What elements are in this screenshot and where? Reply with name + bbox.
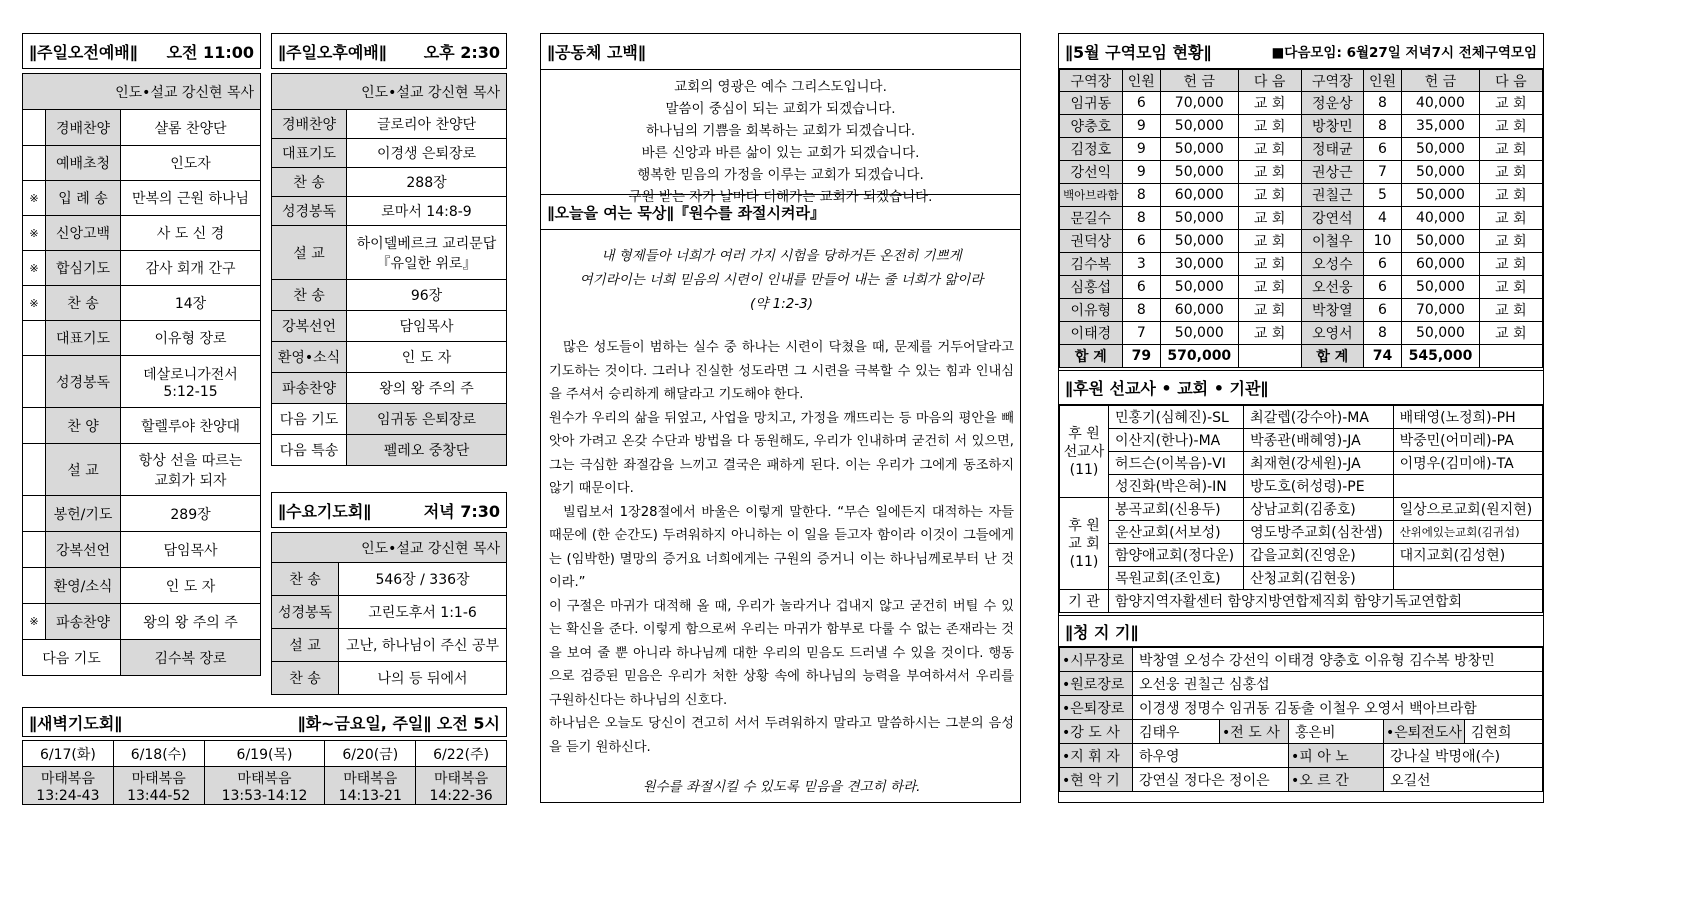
wednesday-table xyxy=(271,532,507,695)
afternoon-row-label: 대표기도 xyxy=(272,139,347,168)
confession-title: ∥공동체 고백∥ xyxy=(541,34,1020,70)
officer-label: •은퇴장로 xyxy=(1060,696,1133,720)
support-title: ∥후원 선교사 • 교회 • 기관∥ xyxy=(1059,370,1543,405)
afternoon-row-value: 인 도 자 xyxy=(347,342,507,373)
afternoon-row-label: 찬 송 xyxy=(272,280,347,311)
dawn-reading: 마태복음 13:44-52 xyxy=(113,767,204,805)
officer-label: •현 악 기 xyxy=(1060,768,1133,792)
morning-row-label: 봉헌/기도 xyxy=(46,496,121,532)
wednesday-row-label: 성경봉독 xyxy=(272,596,339,629)
district-row: 임귀동 6 70,000 교 회 정운상 8 40,000 교 회 xyxy=(1060,92,1543,115)
wednesday-row-value: 고난, 하나님이 주신 공부 xyxy=(339,629,507,662)
wednesday-row-value: 고린도후서 1:1-6 xyxy=(339,596,507,629)
district-row: 이유형 8 60,000 교 회 박창열 6 70,000 교 회 xyxy=(1060,299,1543,322)
church-name: 봉곡교회(신용두) xyxy=(1109,498,1244,521)
confession-line: 행복한 믿음의 가정을 이루는 교회가 되겠습니다. xyxy=(637,167,924,183)
officer-label: •은퇴전도사 xyxy=(1384,720,1465,744)
officer-label: •원로장로 xyxy=(1060,672,1133,696)
district-row: 김정호 9 50,000 교 회 정태균 6 50,000 교 회 xyxy=(1060,138,1543,161)
district-row: 이태경 7 50,000 교 회 오영서 8 50,000 교 회 xyxy=(1060,322,1543,345)
district-row: 문길수 8 50,000 교 회 강연석 4 40,000 교 회 xyxy=(1060,207,1543,230)
afternoon-row-value: 이경생 은퇴장로 xyxy=(347,139,507,168)
afternoon-row-label: 다음 기도 xyxy=(272,404,347,435)
missionary-name: 최갈렙(강수아)-MA xyxy=(1244,406,1393,429)
district-row: 김수복 3 30,000 교 회 오성수 6 60,000 교 회 xyxy=(1060,253,1543,276)
morning-row-value: 감사 회개 간구 xyxy=(121,251,261,286)
dawn-reading: 마태복음 13:24-43 xyxy=(23,767,114,805)
morning-row-label: 설 교 xyxy=(46,444,121,496)
afternoon-worship-table xyxy=(271,73,507,466)
afternoon-row-value: 하이델베르크 교리문답 『유일한 위로』 xyxy=(347,226,507,280)
meditation-verse-ref: (약 1:2-3) xyxy=(749,296,814,312)
morning-next-value: 김수복 장로 xyxy=(121,640,261,676)
officer-label: •시무장로 xyxy=(1060,648,1133,672)
morning-row-value: 데살로니가전서 5:12-15 xyxy=(121,356,261,408)
meditation-paragraph: 이 구절은 마귀가 대적해 올 때, 우리가 놀라거나 겁내지 않고 굳건히 버틸 수 있는 확신을 준다. 이렇게 함으로써 우리는 마귀가 함부로 다룰 수 없는 존재라는 것을 보여 줄 뿐 아니라 하나님께 대한 우리의 믿음도 드러낼 수 있을 것이다. 행동으로 검증된 믿음은 우리가 처한 상황 속에 하나님의 능력을 부여하셔서 우리를 구원하신다는 하나님의 신호다. xyxy=(549,598,1014,708)
confession-body xyxy=(541,70,1020,205)
missionary-name: 박종관(배혜영)-JA xyxy=(1244,429,1393,452)
morning-row-value: 인 도 자 xyxy=(121,568,261,604)
meditation-paragraph: 원수가 우리의 삶을 뒤엎고, 사업을 망치고, 가정을 깨뜨리는 등 마음의 평안을 빼앗아 가려고 온갖 수단과 방법을 다 동원해도, 우리가 인내하며 굳건히 서 있으면, 그는 극심한 좌절감을 느끼고 결국은 패하게 된다. 이는 우리가 그에게 동조하지 않기 때문이다. xyxy=(549,410,1014,496)
dawn-reading: 마태복음 14:13-21 xyxy=(325,767,416,805)
afternoon-row-label: 파송찬양 xyxy=(272,373,347,404)
dawn-date: 6/18(수) xyxy=(113,741,204,767)
afternoon-row-label: 강복선언 xyxy=(272,311,347,342)
afternoon-row-value: 펠레오 중창단 xyxy=(347,435,507,466)
morning-worship-title: ∥주일오전예배∥ xyxy=(29,42,138,62)
confession-line: 하나님의 기쁨을 회복하는 교회가 되겠습니다. xyxy=(645,123,916,139)
morning-row-value: 289장 xyxy=(121,496,261,532)
confession-line: 구원 받는 자가 날마다 더해가는 교회가 되겠습니다. xyxy=(628,189,933,205)
officer-names: 김현희 xyxy=(1464,720,1542,744)
morning-row-label: 합심기도 xyxy=(46,251,121,286)
morning-row-value: 14장 xyxy=(121,286,261,321)
church-name: 운산교회(서보성) xyxy=(1109,521,1244,544)
church-name: 상남교회(김종호) xyxy=(1244,498,1393,521)
meditation-paragraph: 하나님은 오늘도 당신이 견고히 서서 두려워하지 말라고 말씀하시는 그분의 음성을 듣기 원하신다. xyxy=(549,716,1014,755)
officer-names: 강연실 정다은 정이은 xyxy=(1133,768,1289,792)
dawn-date: 6/20(금) xyxy=(325,741,416,767)
missionary-name: 이산지(한나)-MA xyxy=(1109,429,1244,452)
morning-row-label: 신앙고백 xyxy=(46,216,121,251)
officer-label: •전 도 사 xyxy=(1220,720,1289,744)
org-list: 함양지역자활센터 함양지방연합제직회 함양기독교연합회 xyxy=(1109,590,1543,613)
missionary-name: 배태영(노정희)-PH xyxy=(1393,406,1542,429)
church-name: 일상으로교회(원지현) xyxy=(1393,498,1542,521)
officer-names: 오선웅 권칠근 심홍섭 xyxy=(1133,672,1543,696)
missionary-name: 허드슨(이복음)-VI xyxy=(1109,452,1244,475)
morning-row-value: 이유형 장로 xyxy=(121,321,261,356)
morning-row-label: 파송찬양 xyxy=(46,604,121,640)
morning-row-label: 찬 송 xyxy=(46,286,121,321)
wednesday-row-value: 546장 / 336장 xyxy=(339,563,507,596)
church-name: 산위에있는교회(김귀섭) xyxy=(1393,521,1542,544)
district-row: 강선익 9 50,000 교 회 권상근 7 50,000 교 회 xyxy=(1060,161,1543,184)
afternoon-preacher: 인도•설교 강신현 목사 xyxy=(272,74,507,110)
missionary-name xyxy=(1393,475,1542,498)
afternoon-row-label: 경배찬양 xyxy=(272,110,347,139)
missionary-label: 후 원 선교사 (11) xyxy=(1060,406,1109,498)
wednesday-row-label: 찬 송 xyxy=(272,563,339,596)
right-column xyxy=(1058,33,1544,803)
morning-row-value: 항상 선을 따르는 교회가 되자 xyxy=(121,444,261,496)
dawn-reading: 마태복음 14:22-36 xyxy=(416,767,507,805)
afternoon-row-value: 96장 xyxy=(347,280,507,311)
dawn-date: 6/17(화) xyxy=(23,741,114,767)
officer-names: 박창열 오성수 강선익 이태경 양충호 이유형 김수복 방창민 xyxy=(1133,648,1543,672)
officers-title: ∥청 지 기∥ xyxy=(1059,615,1543,647)
wednesday-prayer-section xyxy=(271,492,507,695)
morning-worship-table: 인도•설교 강신현 목사 경배찬양 샬롬 찬양단 예배초청 인도자 ※ 입 례 송 만복의 근원 하나님 ※ 신앙고백 사 도 신 경 ※ 합심기도 감사 회개 간구 ※ 찬 송 14장 대표기도 이유형 장로 성경봉독 데살로니가전서 5:12-15 찬 양 할렐루야 찬양대 설 교 항상 선을 따르는 교회가 되자 봉헌/기도 289장 강복선언 담임목사 환영/소식 인 도 자 ※ 파송찬양 왕의 왕 주의 주 다음 기도 김수복 장로 xyxy=(22,73,261,676)
dawn-reading: 마태복음 13:53-14:12 xyxy=(204,767,325,805)
morning-worship-time: 오전 11:00 xyxy=(166,42,254,62)
wednesday-row-label: 설 교 xyxy=(272,629,339,662)
afternoon-row-label: 환영•소식 xyxy=(272,342,347,373)
missionary-name: 방도호(허성령)-PE xyxy=(1244,475,1393,498)
dawn-date: 6/22(주) xyxy=(416,741,507,767)
district-row: 양충호 9 50,000 교 회 방창민 8 35,000 교 회 xyxy=(1060,115,1543,138)
officer-label: •강 도 사 xyxy=(1060,720,1133,744)
morning-row-label: 환영/소식 xyxy=(46,568,121,604)
church-name: 갑을교회(진영운) xyxy=(1244,544,1393,567)
afternoon-row-value: 글로리아 찬양단 xyxy=(347,110,507,139)
support-table xyxy=(1059,405,1543,613)
morning-next-label: 다음 기도 xyxy=(23,640,121,676)
confession-line: 교회의 영광은 예수 그리스도입니다. xyxy=(674,79,887,95)
officer-label: •피 아 노 xyxy=(1289,744,1384,768)
district-row: 권덕상 6 50,000 교 회 이철우 10 50,000 교 회 xyxy=(1060,230,1543,253)
dawn-schedule: ∥화~금요일, 주일∥ 오전 5시 xyxy=(297,713,500,733)
wednesday-preacher: 인도•설교 강신현 목사 xyxy=(272,533,507,563)
wednesday-row-label: 찬 송 xyxy=(272,662,339,695)
morning-worship-header xyxy=(22,33,261,69)
morning-row-label: 찬 양 xyxy=(46,408,121,444)
church-name: 함양애교회(정다운) xyxy=(1109,544,1244,567)
missionary-name: 박중민(어미레)-PA xyxy=(1393,429,1542,452)
morning-row-value: 만복의 근원 하나님 xyxy=(121,181,261,216)
districts-title: ∥5월 구역모임 현황∥ xyxy=(1065,42,1212,62)
church-name xyxy=(1393,567,1542,590)
afternoon-row-label: 성경봉독 xyxy=(272,197,347,226)
morning-row-label: 입 례 송 xyxy=(46,181,121,216)
meditation-body xyxy=(541,230,1020,799)
morning-row-label: 대표기도 xyxy=(46,321,121,356)
middle-column xyxy=(540,33,1021,803)
officers-table xyxy=(1059,647,1543,792)
morning-row-label: 예배초청 xyxy=(46,146,121,181)
districts-header xyxy=(1059,34,1543,69)
morning-worship-section xyxy=(22,33,261,676)
morning-row-value: 샬롬 찬양단 xyxy=(121,110,261,146)
morning-row-value: 사 도 신 경 xyxy=(121,216,261,251)
dawn-prayer-section xyxy=(22,707,507,805)
morning-row-value: 인도자 xyxy=(121,146,261,181)
morning-row-value: 담임목사 xyxy=(121,532,261,568)
church-name: 산청교회(김현웅) xyxy=(1244,567,1393,590)
afternoon-row-value: 담임목사 xyxy=(347,311,507,342)
afternoon-row-value: 로마서 14:8-9 xyxy=(347,197,507,226)
wednesday-header xyxy=(271,492,507,528)
org-label: 기 관 xyxy=(1060,590,1109,613)
dawn-table xyxy=(22,740,507,805)
district-total-row: 합 계 79 570,000 합 계 74 545,000 xyxy=(1060,345,1543,368)
morning-row-label: 성경봉독 xyxy=(46,356,121,408)
meditation-paragraph: 많은 성도들이 범하는 실수 중 하나는 시련이 닥쳤을 때, 문제를 거두어달라고 기도하는 것이다. 그러나 진실한 성도라면 그 시련을 극복할 수 있는 힘과 인내심을 주셔서 승리하게 해달라고 기도해야 한다. xyxy=(549,340,1014,402)
church-name: 대지교회(김성현) xyxy=(1393,544,1542,567)
dawn-title: ∥새벽기도회∥ xyxy=(29,713,123,733)
afternoon-worship-header xyxy=(271,33,507,69)
meditation-paragraph: 빌립보서 1장28절에서 바울은 이렇게 말한다. “무슨 일에든지 대적하는 자들 때문에 (한 순간도) 두려워하지 아니하는 이 일을 듣고자 함이라 이것이 그들에게는 (임박한) 멸망의 증거요 너희에게는 구원의 증거니 이는 하나님께로부터 난 것이라.” xyxy=(549,504,1014,590)
afternoon-row-value: 288장 xyxy=(347,168,507,197)
district-row: 심홍섭 6 50,000 교 회 오선웅 6 50,000 교 회 xyxy=(1060,276,1543,299)
afternoon-row-label: 찬 송 xyxy=(272,168,347,197)
wednesday-row-value: 나의 등 뒤에서 xyxy=(339,662,507,695)
officer-names: 강나실 박명애(수) xyxy=(1384,744,1543,768)
dawn-date: 6/19(목) xyxy=(204,741,325,767)
officer-names: 오길선 xyxy=(1384,768,1543,792)
afternoon-row-label: 설 교 xyxy=(272,226,347,280)
wednesday-time: 저녁 7:30 xyxy=(423,501,500,521)
districts-table: 구역장 인원 헌 금 다 음 구역장 인원 헌 금 다 음 임귀동 6 70,000 교 회 정운상 8 40,000 교 회 양충호 9 50,000 교 회 방창민 8 35,000 교 회 김정호 9 50,000 교 회 정태균 6 50,000 교 회 강선익 9 50,000 교 회 권상근 7 50,000 교 회 백아브라함 8 60,000 교 회 권칠근 5 50,000 교 회 문길수 8 50,000 교 회 강연석 4 40,000 교 회 권덕상 6 50,000 교 회 이철우 10 50,000 교 회 김수복 3 30,000 교 회 오성수 6 60,000 교 회 심홍섭 6 50,000 교 회 오선웅 6 50,000 교 회 이유형 8 60,000 교 회 박창열 6 70,000 교 회 이태경 7 50,000 교 회 오영서 8 50,000 교 회 합 계 79 570,000 합 계 74 545,000 xyxy=(1059,69,1543,368)
meditation-title: ∥오늘을 여는 묵상∥『원수를 좌절시켜라』 xyxy=(541,194,1020,230)
afternoon-row-label: 다음 특송 xyxy=(272,435,347,466)
officer-label: •지 휘 자 xyxy=(1060,744,1133,768)
church-name: 영도방주교회(심찬샘) xyxy=(1244,521,1393,544)
afternoon-row-value: 임귀동 은퇴장로 xyxy=(347,404,507,435)
meditation-verse: 여기라이는 너희 믿음의 시련이 인내를 만들어 내는 줄 너희가 앎이라 xyxy=(579,272,984,288)
meditation-closing: 원수를 좌절시킬 수 있도록 믿음을 견고히 하라. xyxy=(642,779,921,795)
morning-row-label: 경배찬양 xyxy=(46,110,121,146)
morning-row-value: 할렐루야 찬양대 xyxy=(121,408,261,444)
church-name: 목원교회(조인호) xyxy=(1109,567,1244,590)
districts-next-meeting: ■다음모임: 6월27일 저녁7시 전체구역모임 xyxy=(1271,45,1537,61)
confession-line: 바른 신앙과 바른 삶이 있는 교회가 되겠습니다. xyxy=(641,145,920,161)
church-label: 후 원 교 회 (11) xyxy=(1060,498,1109,590)
district-row: 백아브라함 8 60,000 교 회 권칠근 5 50,000 교 회 xyxy=(1060,184,1543,207)
morning-row-value: 왕의 왕 주의 주 xyxy=(121,604,261,640)
afternoon-worship-section xyxy=(271,33,507,466)
morning-row-label: 강복선언 xyxy=(46,532,121,568)
officer-names: 김태우 xyxy=(1133,720,1220,744)
officer-names: 홍은비 xyxy=(1289,720,1384,744)
officer-names: 하우영 xyxy=(1133,744,1289,768)
officer-label: •오 르 간 xyxy=(1289,768,1384,792)
missionary-name: 이명우(김미애)-TA xyxy=(1393,452,1542,475)
confession-line: 말씀이 중심이 되는 교회가 되겠습니다. xyxy=(665,101,896,117)
officer-names: 이경생 정명수 임귀동 김동출 이철우 오영서 백아브라함 xyxy=(1133,696,1543,720)
meditation-verse: 내 형제들아 너희가 여러 가지 시험을 당하거든 온전히 기쁘게 xyxy=(601,248,962,264)
missionary-name: 민홍기(심혜진)-SL xyxy=(1109,406,1244,429)
afternoon-worship-title: ∥주일오후예배∥ xyxy=(278,42,387,62)
morning-preacher: 인도•설교 강신현 목사 xyxy=(23,74,261,110)
missionary-name: 최재현(강세원)-JA xyxy=(1244,452,1393,475)
missionary-name: 성진화(박은혀)-IN xyxy=(1109,475,1244,498)
afternoon-worship-time: 오후 2:30 xyxy=(423,42,500,62)
afternoon-row-value: 왕의 왕 주의 주 xyxy=(347,373,507,404)
dawn-header xyxy=(22,707,507,737)
wednesday-title: ∥수요기도회∥ xyxy=(278,501,372,521)
